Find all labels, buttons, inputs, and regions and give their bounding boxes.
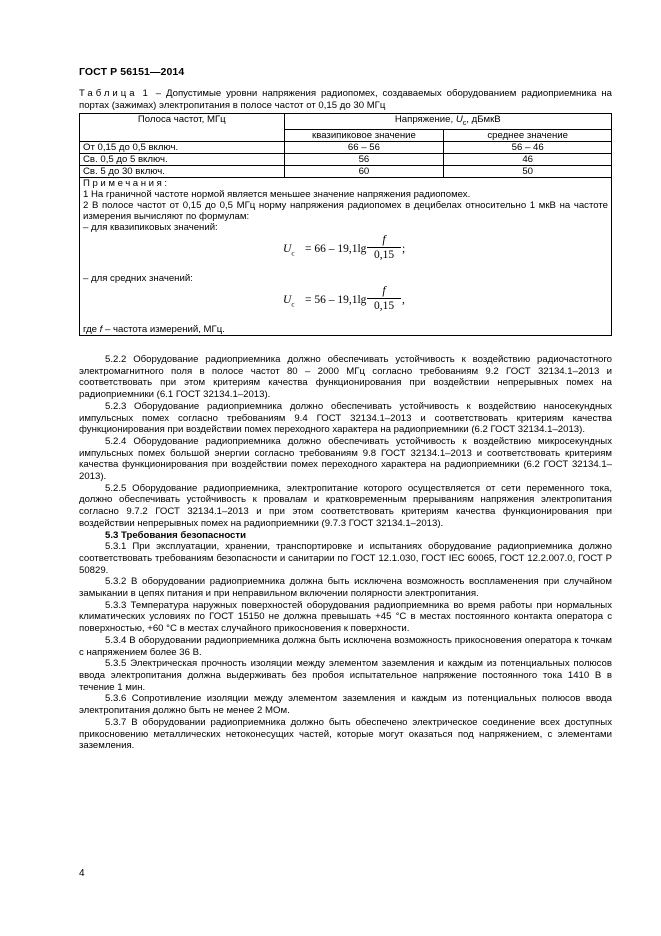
table-caption-number: 1 bbox=[142, 88, 151, 99]
document-header: ГОСТ Р 56151—2014 bbox=[79, 66, 185, 78]
body-text bbox=[79, 354, 612, 752]
note-1: 1 На граничной частоте нормой является меньшее значение напряжения радиопомех. bbox=[83, 188, 471, 200]
quasi-peak-label: – для квазипиковых значений: bbox=[83, 221, 218, 233]
table-row bbox=[80, 153, 612, 165]
average-formula: $U_c$ = 56 – 19,1lg f 0,15 , bbox=[283, 284, 405, 312]
table-row bbox=[80, 141, 612, 153]
note-2: 2 В полосе частот от 0,15 до 0,5 МГц норму напряжения радиопомех в децибелах относительно 1 мкВ на частоте измерения вычисляют по формулам: bbox=[83, 199, 608, 222]
table-cell-band: От 0,15 до 0,5 включ. bbox=[80, 141, 285, 153]
table-cell-quasi-peak: 66 – 56 bbox=[284, 141, 444, 153]
formula-where: где f – частота измерений, МГц. bbox=[83, 323, 225, 335]
table-header-band: Полоса частот, МГц bbox=[80, 114, 285, 142]
table-cell-average: 50 bbox=[444, 165, 612, 177]
table-cell-average: 56 – 46 bbox=[444, 141, 612, 153]
paragraph: 5.3.4 В оборудовании радиоприемника должна быть исключена возможность прикосновения оператора к точкам с напряжением более 36 В. bbox=[79, 634, 612, 658]
paragraph: 5.3.1 При эксплуатации, хранении, транспортировке и испытаниях оборудование радиоприемника должно соответствовать требованиям безопасности и санитарии по ГОСТ 12.1.030, ГОСТ IEC 60065, ГОСТ 12.2.007.0, ГОСТ Р 50829. bbox=[79, 541, 612, 576]
table-cell-band: Св. 0,5 до 5 включ. bbox=[80, 153, 285, 165]
table-subheader-quasi-peak: квазипиковое значение bbox=[284, 129, 444, 141]
average-label: – для средних значений: bbox=[83, 272, 193, 284]
paragraph: 5.2.5 Оборудование радиоприемника, электропитание которого осуществляется от сети переменного тока, должно обеспечивать устойчивость к провалам и кратковременным прерываниям напряжения электропитания согласно 9.7.2 ГОСТ 32134.1–2013 и при этом соответствовать критериям качества функционирования при воздействии непрерывных помех на радиоприемники (9.7.3 ГОСТ 32134.1–2013). bbox=[79, 482, 612, 529]
table-caption bbox=[79, 88, 612, 112]
paragraph: 5.3.3 Температура наружных поверхностей оборудования радиоприемника во время работы при нормальных климатических условиях по ГОСТ 15150 не должна превышать +45 °С в местах постоянного контакта оператора с поверхностью, +60 °С в местах случайного прикосновения к поверхности. bbox=[79, 599, 612, 635]
section-heading: 5.3 Требования безопасности bbox=[105, 529, 246, 541]
paragraph: 5.3.6 Сопротивление изоляции между элементом заземления и каждым из потенциальных полюсов ввода электропитания должно быть не менее 2 МОм. bbox=[79, 693, 612, 717]
voltage-limits-table bbox=[79, 113, 612, 336]
table-cell-average: 46 bbox=[444, 153, 612, 165]
table-notes bbox=[80, 177, 612, 335]
paragraph: 5.2.4 Оборудование радиоприемника должно обеспечивать устойчивость к воздействию микросекундных импульсных помех большой энергии согласно требованиям 9.8 ГОСТ 32134.1–2013 и соответствовать критериям качества функционирования при воздействии помех переходного характера на радиоприемники (6.2 ГОСТ 32134.1–2013). bbox=[79, 435, 612, 483]
paragraph: 5.3.5 Электрическая прочность изоляции между элементом заземления и каждым из потенциальных полюсов ввода электропитания должна выдерживать без пробоя испытательное напряжение постоянного тока 1410 В в течение 1 мин. bbox=[79, 658, 612, 693]
table-row bbox=[80, 165, 612, 177]
table-subheader-average: среднее значение bbox=[444, 129, 612, 141]
paragraph: 5.3.2 В оборудовании радиоприемника должна быть исключена возможность воспламенения при случайном замыкании в цепях питания и при неправильном включении полярности электропитания. bbox=[79, 576, 612, 600]
table-cell-band: Св. 5 до 30 включ. bbox=[80, 165, 285, 177]
quasi-peak-formula: $U_c$ = 66 – 19,1lg f 0,15 ; bbox=[283, 233, 406, 261]
notes-title: Примечания: bbox=[83, 177, 170, 189]
table-header-voltage: Напряжение, $U_c$, дБмкВ bbox=[284, 114, 611, 130]
table-cell-quasi-peak: 56 bbox=[284, 153, 444, 165]
table-cell-quasi-peak: 60 bbox=[284, 165, 444, 177]
paragraph: 5.2.3 Оборудование радиоприемника должно обеспечивать устойчивость к воздействию наносекундных импульсных помех согласно требованиям 9.4 ГОСТ 32134.1–2013 и соответствовать критериям качества функционирования при воздействии помех переходного характера на радиоприемники (6.2 ГОСТ 32134.1–2013). bbox=[79, 400, 612, 436]
page-number: 4 bbox=[79, 868, 85, 879]
table-caption-label: Таблица bbox=[79, 88, 138, 99]
paragraph: 5.3.7 В оборудовании радиоприемника должно быть обеспечено электрическое соединение всех доступных прикосновению металлических нетоконесущих частей, которые могут оказаться под напряжением, с элементами заземления. bbox=[79, 716, 612, 752]
paragraph: 5.2.2 Оборудование радиоприемника должно обеспечивать устойчивость к воздействию радиочастотного электромагнитного поля в полосе частот 80 – 2000 МГц согласно требованиям 9.2 ГОСТ 32134.1–2013 и соответствовать при этом критериям качества функционирования при воздействии непрерывных помех на радиоприемники (6.1 ГОСТ 32134.1–2013). bbox=[79, 354, 612, 401]
table-caption-text: – Допустимые уровни напряжения радиопомех, создаваемых оборудованием радиоприемника на портах (зажимах) электропитания в полосе частот от 0,15 до 30 МГц bbox=[79, 88, 612, 111]
